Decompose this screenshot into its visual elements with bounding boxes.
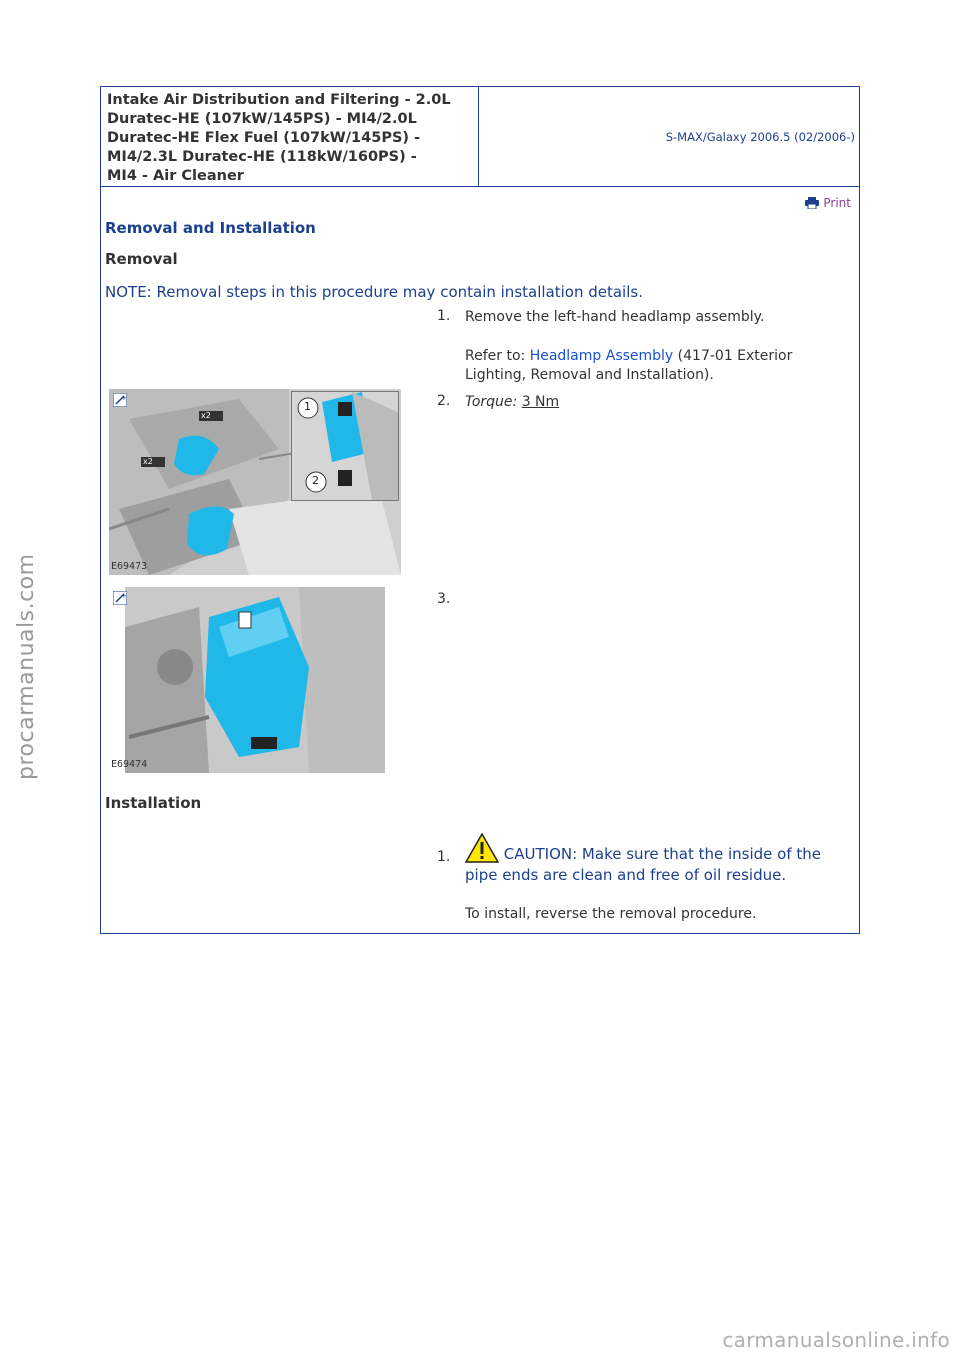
title-line: Duratec-HE (107kW/145PS) - MI4/2.0L: [107, 111, 417, 127]
refer-suffix: (417-01 Exterior Lighting, Removal and Installation).: [465, 348, 793, 383]
caution-block: [465, 833, 845, 886]
inset-detail: [291, 391, 399, 501]
vehicle-model: S-MAX/Galaxy 2006.5 (02/2006-): [479, 87, 859, 187]
bottom-watermark: carmanualsonline.info: [722, 1328, 950, 1352]
print-label: Print: [823, 196, 851, 210]
warning-icon: [465, 833, 499, 863]
page-title: [101, 87, 479, 187]
refer-prefix: Refer to:: [465, 348, 526, 364]
svg-text:+: +: [121, 394, 127, 402]
step-number: 3.: [437, 591, 451, 607]
section-title: Removal and Installation: [105, 219, 316, 237]
torque-label: Torque:: [465, 394, 518, 410]
torque-spec: [465, 393, 845, 412]
callout-1: 1: [304, 400, 311, 413]
air-cleaner-illustration: [109, 587, 385, 773]
removal-title: Removal: [105, 250, 178, 268]
figure-e69473[interactable]: [109, 389, 401, 575]
callout-2: 2: [312, 474, 319, 487]
step-number: 1.: [437, 849, 451, 865]
caution-text: CAUTION: Make sure that the inside of the pipe ends are clean and free of oil residue.: [465, 845, 822, 884]
step-text: To install, reverse the removal procedure.: [465, 906, 757, 922]
step-reference: [465, 347, 845, 385]
installation-title: Installation: [105, 794, 202, 812]
document-frame: [100, 86, 860, 934]
removal-note: NOTE: Removal steps in this procedure may contain installation details.: [105, 283, 643, 301]
figure-e69474[interactable]: [109, 587, 385, 773]
zoom-icon[interactable]: [113, 393, 127, 407]
side-watermark: procarmanuals.com: [14, 553, 39, 780]
title-line: Intake Air Distribution and Filtering - 2.0L: [107, 92, 451, 108]
figure-label: E69474: [111, 759, 148, 770]
title-line: Duratec-HE Flex Fuel (107kW/145PS) -: [107, 130, 421, 146]
step-number: 2.: [437, 393, 451, 409]
callout-x2-left: x2: [143, 457, 153, 466]
step-number: 1.: [437, 308, 451, 324]
title-line: MI4 - Air Cleaner: [107, 168, 244, 184]
callout-x2-top: x2: [201, 411, 211, 420]
svg-text:+: +: [121, 592, 127, 600]
torque-value: 3 Nm: [521, 394, 560, 410]
printer-icon: [805, 197, 819, 209]
print-button[interactable]: [805, 196, 851, 210]
title-line: MI4/2.3L Duratec-HE (118kW/160PS) -: [107, 149, 417, 165]
figure-label: E69473: [111, 561, 148, 572]
step-text: Remove the left-hand headlamp assembly.: [465, 309, 765, 325]
headlamp-assembly-link[interactable]: Headlamp Assembly: [529, 348, 674, 364]
zoom-icon[interactable]: [113, 591, 127, 605]
